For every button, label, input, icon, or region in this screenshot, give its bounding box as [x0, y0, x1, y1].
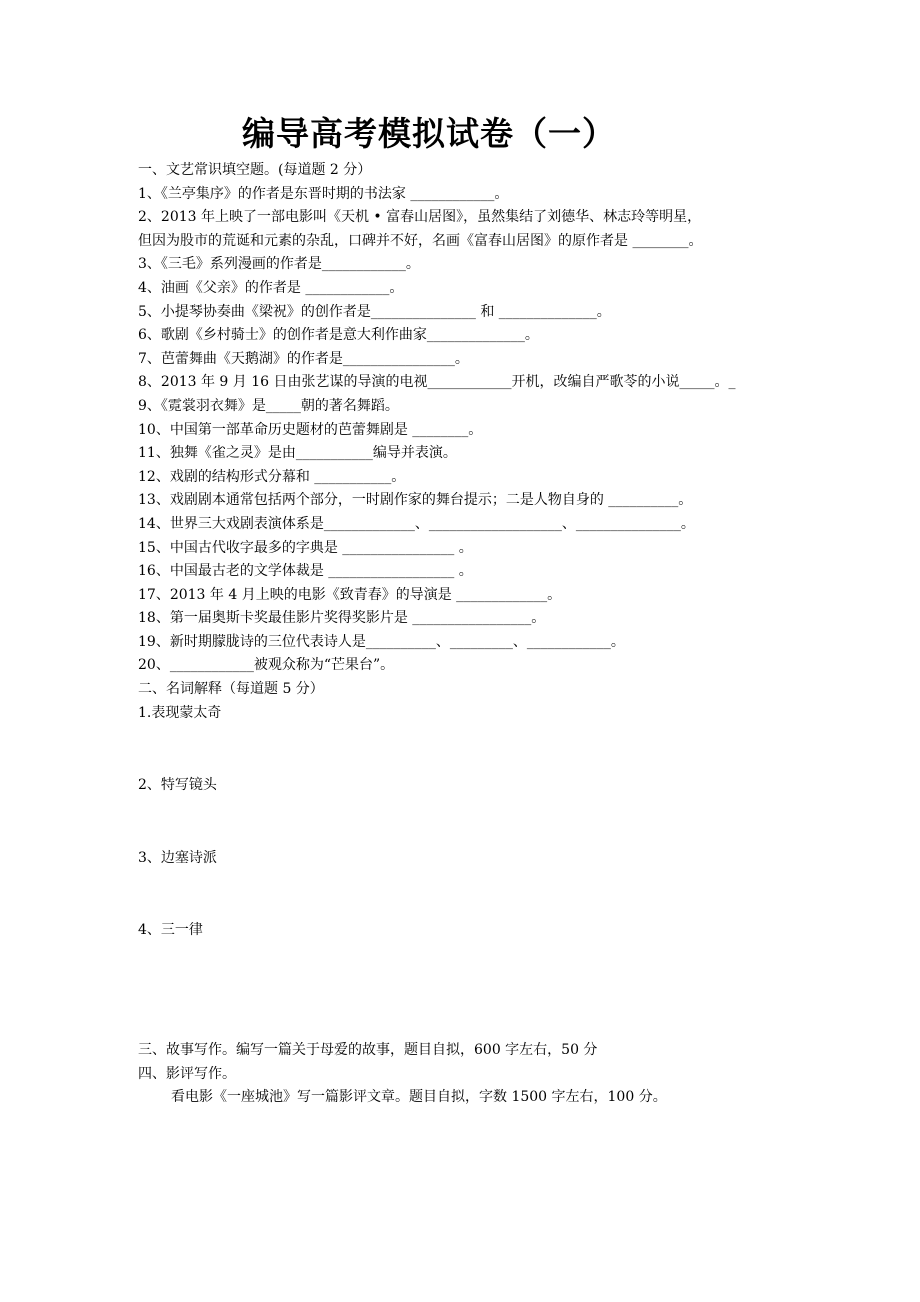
term-2: 2、特写镜头: [138, 777, 217, 794]
question-5: 5、小提琴协奏曲《梁祝》的创作者是_______________ 和 ______________。: [138, 303, 611, 320]
question-11: 11、独舞《雀之灵》是由___________编导并表演。: [138, 445, 457, 462]
term-3: 3、边塞诗派: [138, 849, 217, 866]
question-14: 14、世界三大戏剧表演体系是_____________、___________________、_______________。: [138, 515, 695, 532]
question-10: 10、中国第一部革命历史题材的芭蕾舞剧是 ________。: [138, 421, 483, 438]
question-6: 6、歌剧《乡村骑士》的创作者是意大利作曲家______________。: [138, 327, 539, 344]
section4-heading: 四、影评写作。: [138, 1065, 236, 1082]
answer-space: [138, 798, 858, 847]
answer-space: [138, 725, 858, 774]
question-18: 18、第一届奥斯卡奖最佳影片奖得奖影片是 _________________。: [138, 610, 546, 627]
answer-space: [138, 870, 858, 919]
question-15: 15、中国古代收字最多的字典是 ________________ 。: [138, 539, 473, 556]
question-2-line1: 2、2013 年上映了一部电影叫《天机 • 富春山居图》，虽然集结了刘德华、林志玲等明星，: [138, 209, 702, 226]
question-3: 3、《三毛》系列漫画的作者是____________。: [138, 256, 420, 273]
question-7: 7、芭蕾舞曲《天鹅湖》的作者是________________。: [138, 350, 469, 367]
question-4: 4、油画《父亲》的作者是 ____________。: [138, 279, 404, 296]
question-16: 16、中国最古老的文学体裁是 __________________ 。: [138, 563, 473, 580]
answer-space: [138, 943, 858, 1039]
term-1: 1.表现蒙太奇: [138, 704, 222, 721]
section4-body: 看电影《一座城池》写一篇影评文章。题目自拟，字数 1500 字左右，100 分。: [171, 1089, 667, 1106]
exam-title: 编导高考模拟试卷（一）: [242, 114, 616, 153]
question-9: 9、《霓裳羽衣舞》是_____朝的著名舞蹈。: [138, 397, 399, 414]
term-4: 4、三一律: [138, 922, 203, 939]
question-12: 12、戏剧的结构形式分幕和 ___________。: [138, 468, 406, 485]
question-17: 17、2013 年 4 月上映的电影《致青春》的导演是 _____________。: [138, 586, 562, 603]
section1-heading: 一、文艺常识填空题。(每道题 2 分）: [138, 162, 372, 178]
question-8: 8、2013 年 9 月 16 日由张艺谋的导演的电视____________开机，改编自严歌苓的小说_____。_: [138, 374, 736, 391]
section2-heading: 二、名词解释（每道题 5 分）: [138, 681, 324, 698]
exam-content: [138, 159, 858, 1110]
section3-heading: 三、故事写作。编写一篇关于母爱的故事，题目自拟，600 字左右，50 分: [138, 1042, 598, 1059]
question-19: 19、新时期朦胧诗的三位代表诗人是__________、_________、____________。: [138, 633, 625, 650]
question-1: 1、《兰亭集序》的作者是东晋时期的书法家 ____________。: [138, 185, 509, 202]
question-20: 20、____________被观众称为“芒果台”。: [138, 657, 395, 674]
question-2-line2: 但因为股市的荒诞和元素的杂乱，口碑并不好，名画《富春山居图》的原作者是 ________。: [138, 232, 703, 249]
question-13: 13、戏剧剧本通常包括两个部分，一时剧作家的舞台提示；二是人物自身的 __________。: [138, 492, 693, 509]
